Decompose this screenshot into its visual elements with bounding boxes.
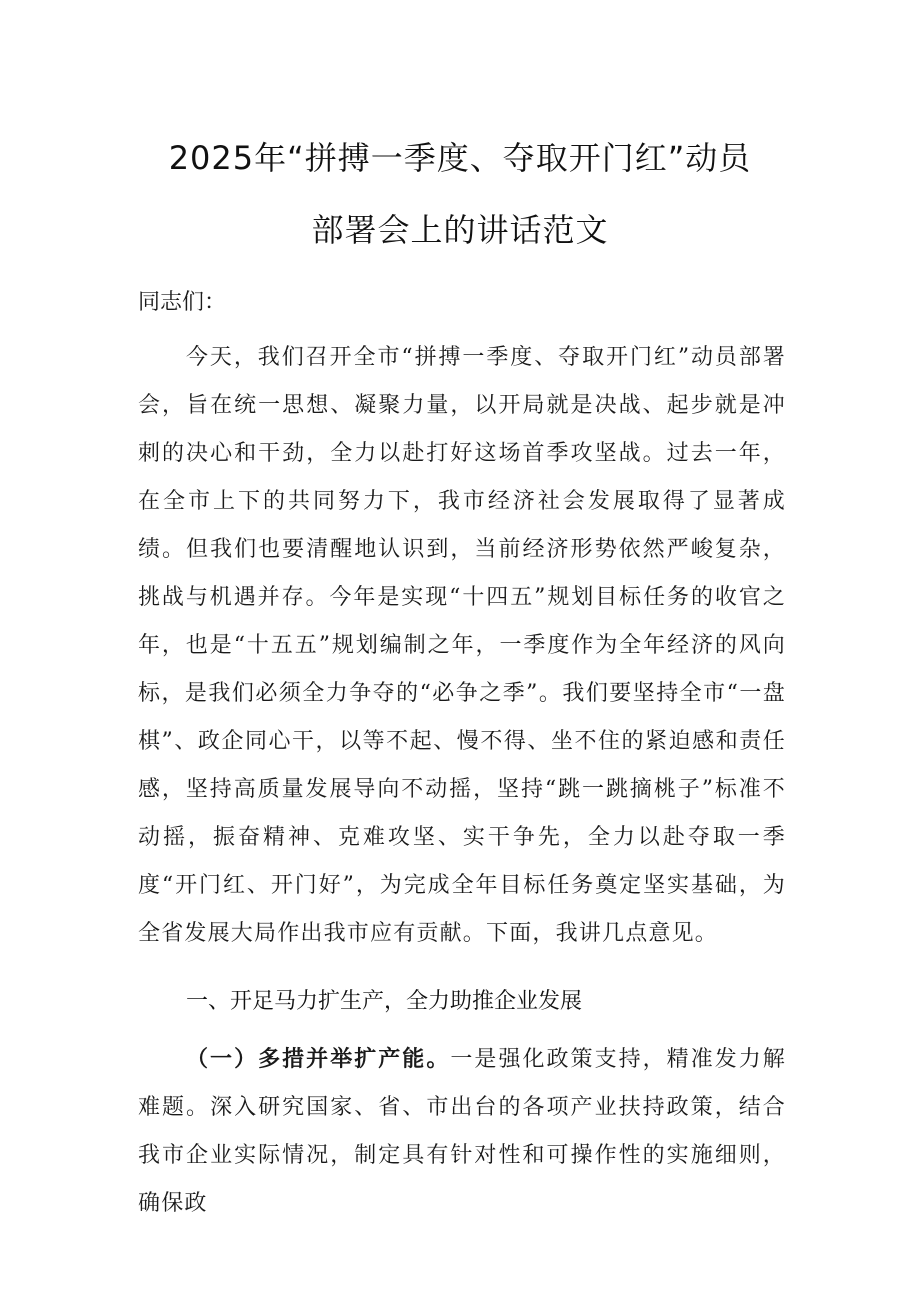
salutation: 同志们： [138,290,227,315]
document-title-line-2: 部署会上的讲话范文 [311,211,609,249]
document-title-line-1: 2025年“拼搏一季度、夺取开门红”动员 [168,139,752,177]
opening-paragraph: 今天，我们召开全市“拼搏一季度、夺取开门红”动员部署会，旨在统一思想、凝聚力量，以开局就是决战、起步就是冲刺的决心和干劲，全力以赴打好这场首季攻坚战。过去一年，在全市上下的共同努力下，我市经济社会发展取得了显著成绩。但我们也要清醒地认识到，当前经济形势依然严峻复杂，挑战与机遇并存。今年是实现“十四五”规划目标任务的收官之年，也是“十五五”规划编制之年，一季度作为全年经济的风向标，是我们必须全力争夺的“必争之季”。我们要坚持全市“一盘棋”、政企同心干，以等不起、慢不得、坐不住的紧迫感和责任感，坚持高质量发展导向不动摇，坚持“跳一跳摘桃子”标准不动摇，振奋精神、克难攻坚、实干争先，全力以赴夺取一季度“开门红、开门好”，为完成全年目标任务奠定坚实基础，为全省发展大局作出我市应有贡献。下面，我讲几点意见。 [138,345,786,946]
section-heading-1: 一、开足马力扩生产，全力助推企业发展 [186,989,583,1014]
subsection-text: 一是强化政策支持，精准发力解难题。深入研究国家、省、市出台的各项产业扶持政策，结合我市企业实际情况，制定具有针对性和可操作性的实施细则，确保政 [138,1047,787,1216]
subsection-paragraph-1 [138,1036,786,1228]
subsection-lead: （一）多措并举扩产能。 [186,1047,451,1072]
